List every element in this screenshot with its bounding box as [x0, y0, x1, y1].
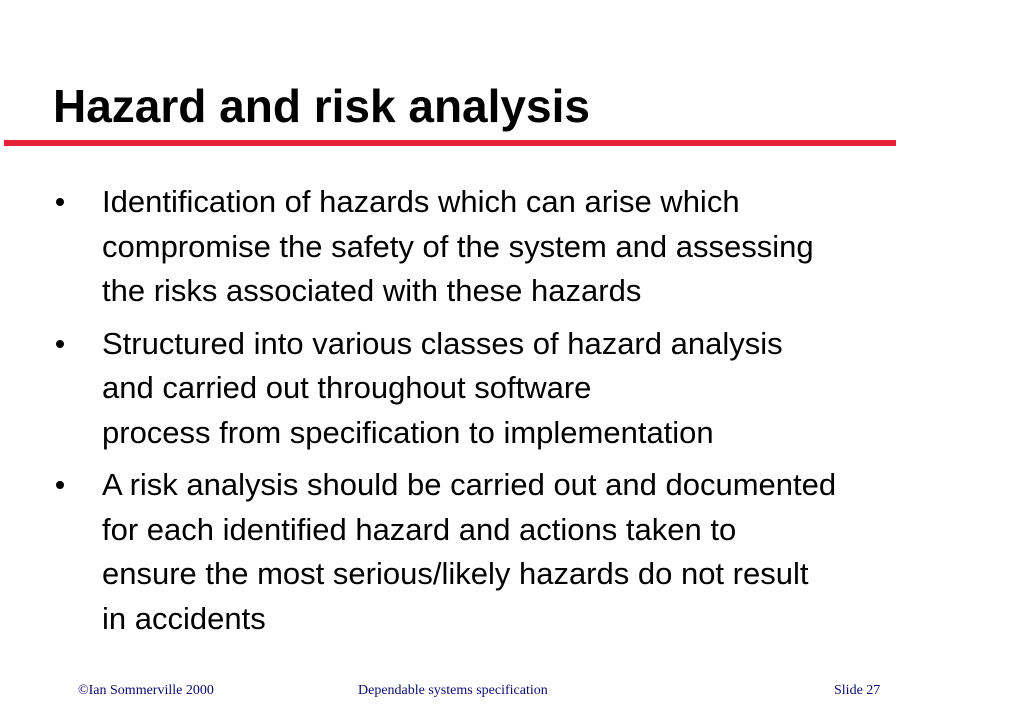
bullet-text-line: in accidents [102, 600, 266, 636]
bullet-list [55, 180, 995, 649]
bullet-text-line: compromise the safety of the system and assessing [102, 228, 814, 264]
bullet-item [55, 322, 995, 456]
bullet-text-line: and carried out throughout software [102, 370, 592, 405]
bullet-text-line: for each identified hazard and actions taken to [102, 511, 737, 547]
bullet-text-line: Structured into various classes of hazard analysis [102, 325, 783, 361]
bullet-dot-icon [56, 481, 64, 489]
bullet-dot-icon [56, 340, 64, 348]
bullet-text-line: Identification of hazards which can arise which [102, 184, 740, 219]
bullet-text-line: ensure the most serious/likely hazards do not result [102, 556, 809, 591]
bullet-item [55, 180, 995, 314]
footer-topic: Dependable systems specification [358, 683, 548, 698]
footer-slide-number: Slide 27 [834, 683, 881, 698]
footer-copyright: ©Ian Sommerville 2000 [78, 683, 214, 698]
slide-title: Hazard and risk analysis [53, 80, 590, 132]
bullet-item [55, 463, 995, 641]
bullet-text-line: the risks associated with these hazards [102, 273, 642, 308]
bullet-text-line: process from specification to implementation [102, 414, 714, 450]
bullet-text-line: A risk analysis should be carried out and documented [102, 467, 837, 502]
bullet-dot-icon [56, 198, 64, 206]
title-underline [4, 140, 896, 146]
